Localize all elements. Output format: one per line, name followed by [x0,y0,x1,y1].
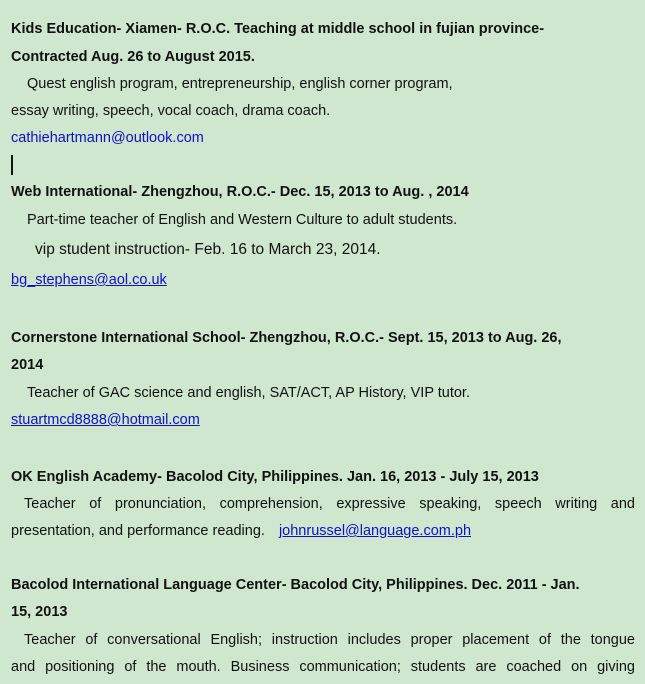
entry-description: Teacher of pronunciation, comprehension, expressive speaking, speech writing and [24,496,635,512]
email-link[interactable]: bg_stephens@aol.co.uk [11,272,167,288]
entry-description: vip student instruction- Feb. 16 to March 23, 2014. [35,241,381,258]
email-link[interactable]: johnrussel@language.com.ph [278,523,472,539]
email-link[interactable]: stuartmcd8888@hotmail.com [11,412,200,428]
entry-heading: Contracted Aug. 26 to August 2015. [11,49,255,65]
entry-heading: 15, 2013 [11,604,68,620]
entry-heading: 2014 [11,357,44,373]
email-link[interactable]: cathiehartmann@outlook.com [11,130,204,146]
entry-description: and positioning of the mouth. Business communication; students are coached on giving [11,659,635,675]
text-cursor [11,155,13,175]
entry-description: essay writing, speech, vocal coach, drama coach. [11,103,331,119]
entry-heading: Kids Education- Xiamen- R.O.C. Teaching at middle school in fujian province- [11,21,545,37]
entry-heading: Bacolod International Language Center- Bacolod City, Philippines. Dec. 2011 - Jan. [11,577,580,593]
entry-description-row [11,521,635,541]
entry-heading: OK English Academy- Bacolod City, Philippines. Jan. 16, 2013 - July 15, 2013 [11,469,539,485]
entry-description: Part-time teacher of English and Western Culture to adult students. [27,212,458,228]
entry-description: Quest english program, entrepreneurship, english corner program, [27,76,453,92]
entry-heading: Cornerstone International School- Zhengzhou, R.O.C.- Sept. 15, 2013 to Aug. 26, [11,330,562,346]
entry-heading: Web International- Zhengzhou, R.O.C.- Dec. 15, 2013 to Aug. , 2014 [11,184,469,200]
entry-description: Teacher of conversational English; instruction includes proper placement of the tongue [24,632,635,648]
entry-description: Teacher of GAC science and english, SAT/ACT, AP History, VIP tutor. [27,385,470,401]
entry-description: presentation, and performance reading. [11,523,265,539]
